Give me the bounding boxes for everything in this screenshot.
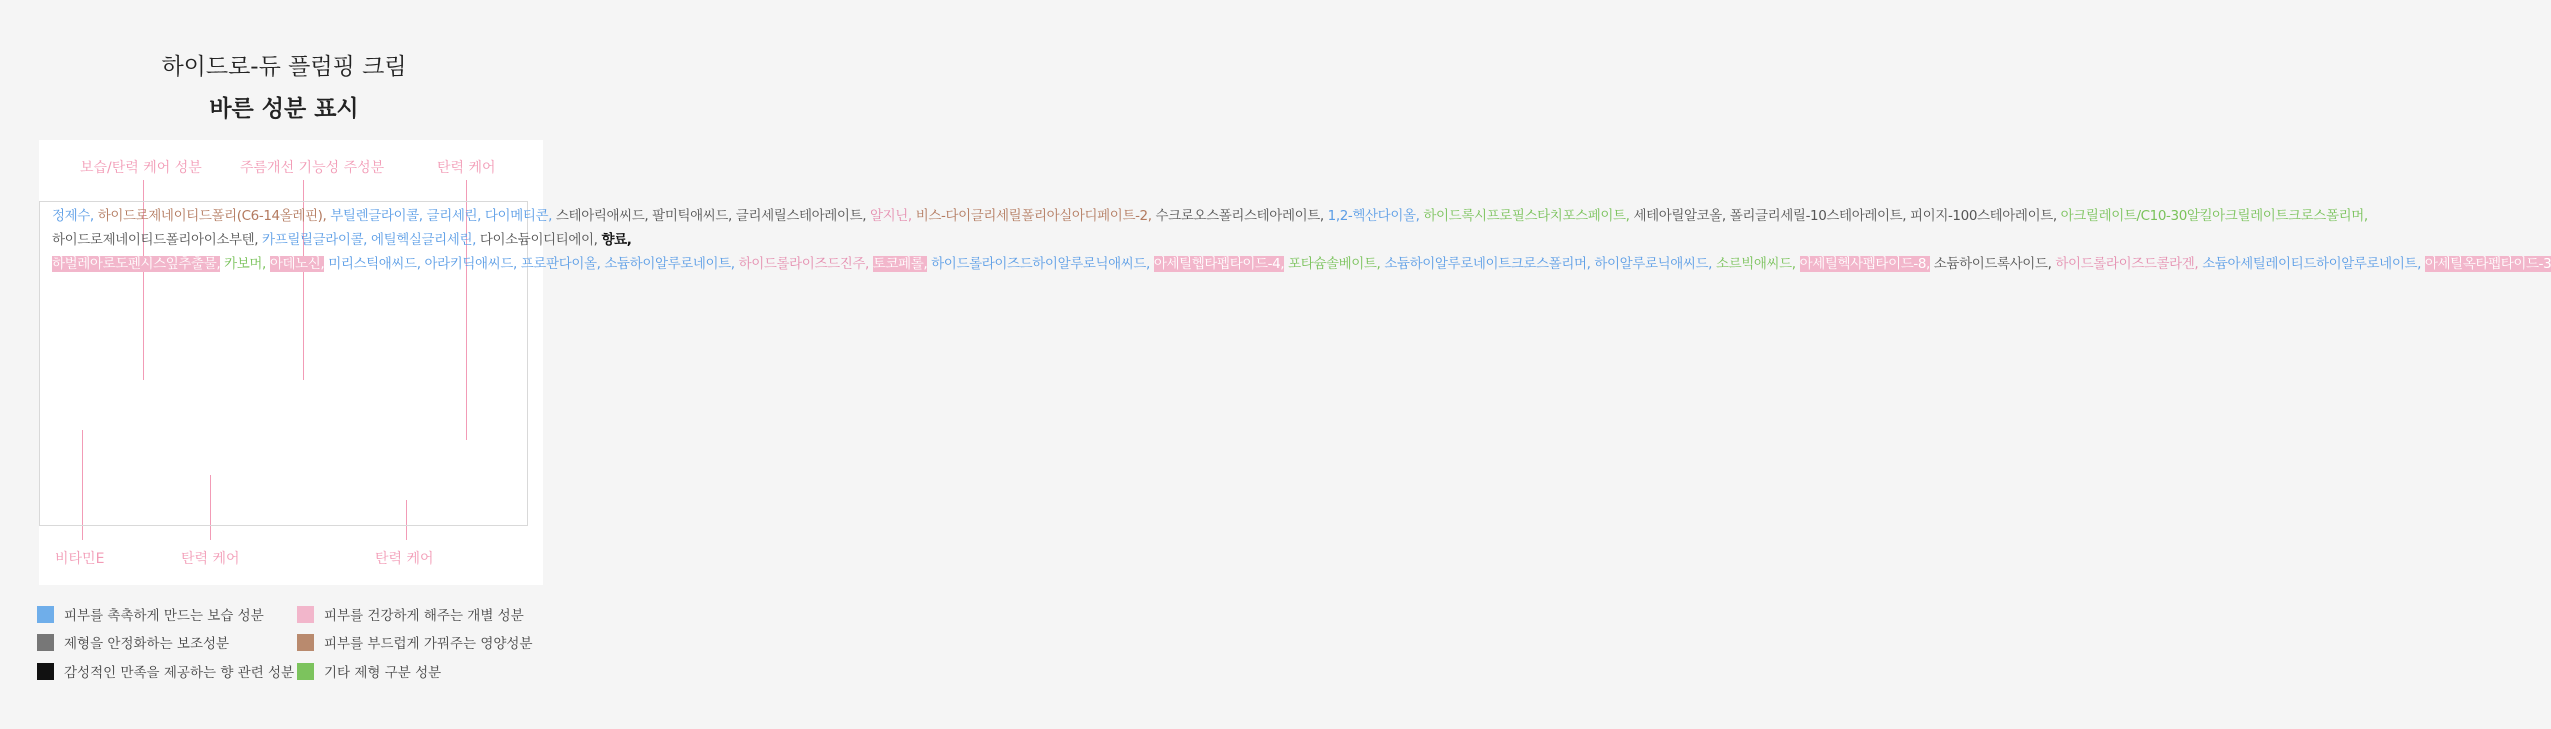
- ingredient-item: 하이드롤라이즈드진주,: [738, 255, 873, 272]
- ingredient-item: 하벌레아로도펜시스잎추출물,: [52, 255, 221, 272]
- ingredient-item: 미리스틱애씨드,: [324, 255, 425, 272]
- legend-swatch: [297, 663, 314, 680]
- legend-item-individual: [297, 604, 524, 624]
- legend-item-other: [297, 661, 441, 681]
- bottom-label-vitamin: 비타민E: [55, 551, 105, 567]
- legend-swatch: [37, 634, 54, 651]
- ingredient-item: 프로판다이올, 소듐하이알루로네이트,: [520, 255, 739, 272]
- legend-item-moisture: [37, 604, 264, 624]
- legend-swatch: [297, 606, 314, 623]
- ingredient-item: 1,2-헥산다이올,: [1327, 208, 1424, 224]
- page-subtitle: 바른 성분 표시: [209, 96, 359, 122]
- bottom-label-elastic: 탄력 케어: [181, 551, 240, 567]
- legend-label: 감성적인 만족을 제공하는 향 관련 성분: [64, 665, 295, 681]
- bottom-label-elastic: 탄력 케어: [375, 551, 434, 567]
- ingredient-item: 수크로오스폴리스테아레이트,: [1155, 208, 1328, 224]
- ingredient-item: 하이드로제네이티드폴리아이소부텐,: [52, 231, 263, 248]
- legend-item-nutrition: [297, 632, 533, 652]
- ingredient-item: 향료,: [601, 231, 632, 248]
- ingredient-item: 하이드록시프로필스타치포스페이트,: [1423, 208, 1634, 224]
- ingredient-item: 부틸렌글라이콜, 글리세린,: [330, 208, 485, 224]
- ingredient-item: 소르빅애씨드,: [1715, 255, 1800, 272]
- ingredient-item: 카보머,: [220, 255, 270, 272]
- legend-label: 피부를 건강하게 해주는 개별 성분: [324, 608, 524, 624]
- ingredient-item: 정제수,: [52, 208, 98, 224]
- ingredient-item: 소듐하이드록사이드,: [1929, 255, 2056, 272]
- ingredient-item: 아세틸헵타펩타이드-4,: [1153, 255, 1285, 272]
- ingredient-item: 폴리글리세릴-10스테아레이트, 피이지-100스테아레이트,: [1729, 208, 2061, 224]
- top-label-elastic: 탄력 케어: [437, 160, 496, 176]
- legend-label: 피부를 부드럽게 가꿔주는 영양성분: [324, 636, 533, 652]
- ingredient-item: 아크릴레이트/C10-30알킬아크릴레이트크로스폴리머,: [2060, 208, 2368, 224]
- legend-label: 제형을 안정화하는 보조성분: [64, 636, 230, 652]
- legend-item-stabilizer: [37, 632, 229, 652]
- ingredient-item: 세테아릴알코올,: [1633, 208, 1730, 224]
- ingredient-item: 포타슘솔베이트,: [1284, 255, 1385, 272]
- top-label-moisture: 보습/탄력 케어 성분: [80, 160, 202, 176]
- ingredient-item: 아세틸헥사펩타이드-8,: [1799, 255, 1930, 272]
- ingredient-item: 토코페롤,: [872, 255, 928, 272]
- ingredient-item: 아라키딕애씨드,: [424, 255, 521, 272]
- ingredient-item: 다이소듐이디티에이,: [479, 231, 602, 248]
- legend-item-fragrance: [37, 661, 294, 681]
- ingredient-item: 비스-다이글리세릴폴리아실아디페이트-2,: [915, 208, 1156, 224]
- legend-swatch: [37, 606, 54, 623]
- ingredient-item: 하이드로제네이티드폴리(C6-14올레핀),: [97, 208, 331, 224]
- ingredient-item: 스테아릭애씨드, 팔미틱애씨드, 글리세릴스테아레이트,: [555, 208, 870, 224]
- ingredient-item: 소듐하이알루로네이트크로스폴리머, 하이알루로닉애씨드,: [1384, 255, 1716, 272]
- ingredient-list: [52, 205, 2551, 276]
- top-label-wrinkle: 주름개선 기능성 주성분: [240, 160, 385, 176]
- ingredient-item: 아세틸옥타펩타이드-3: [2424, 255, 2551, 272]
- ingredient-item: 다이메티콘,: [484, 208, 556, 224]
- product-title: 하이드로-듀 플럼핑 크림: [161, 54, 407, 80]
- legend-label: 피부를 촉촉하게 만드는 보습 성분: [64, 608, 264, 624]
- ingredient-item: 알지닌,: [870, 208, 916, 224]
- ingredient-item: 하이드롤라이즈드콜라겐,: [2055, 255, 2203, 272]
- ingredient-item: 카프릴릴글라이콜, 에틸헥실글리세린,: [262, 231, 480, 248]
- ingredient-item: 소듐아세틸레이티드하이알루로네이트,: [2202, 255, 2425, 272]
- legend-swatch: [37, 663, 54, 680]
- legend-swatch: [297, 634, 314, 651]
- legend-label: 기타 제형 구분 성분: [324, 665, 442, 681]
- ingredient-item: 하이드롤라이즈드하이알루로닉애씨드,: [927, 255, 1154, 272]
- ingredient-item: 아데노신,: [269, 255, 325, 272]
